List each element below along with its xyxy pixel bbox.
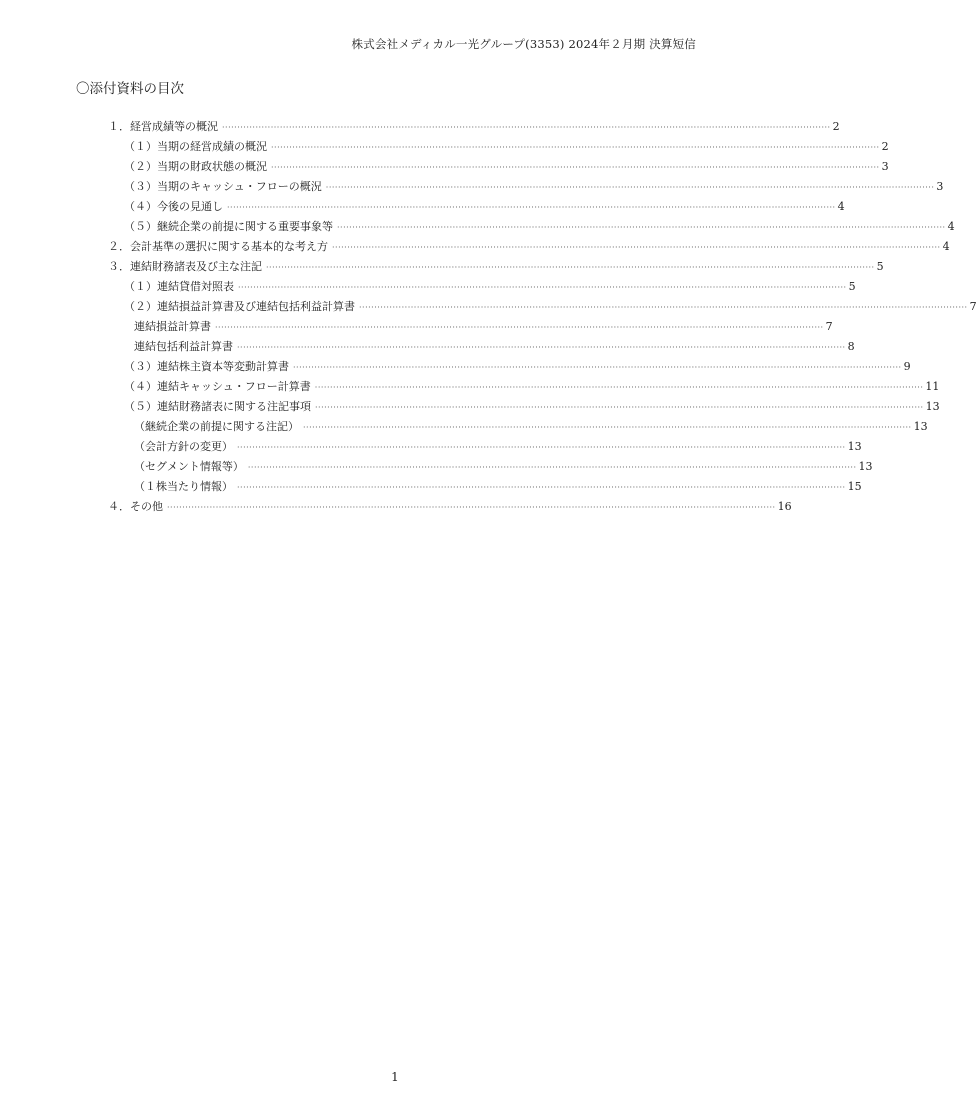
toc-entry[interactable] xyxy=(108,118,840,136)
toc-entry[interactable] xyxy=(124,398,940,416)
page-number: 1 xyxy=(391,1070,399,1084)
toc-entry-page: 4 xyxy=(837,200,845,213)
toc-entry-label: （４）連結キャッシュ・フロー計算書 xyxy=(124,380,311,393)
toc-entry-page: 13 xyxy=(925,400,940,413)
toc-leader-dots: ········································································································································································································ xyxy=(271,163,880,172)
toc-leader-dots: ········································································································································································································ xyxy=(293,363,902,372)
toc-entry-page: 7 xyxy=(825,320,833,333)
toc-leader-dots: ········································································································································································································ xyxy=(314,383,924,392)
toc-entry-page: 3 xyxy=(936,180,944,193)
toc-entry[interactable] xyxy=(124,158,889,176)
toc-leader-dots: ········································································································································································································ xyxy=(215,323,824,332)
toc-leader-dots: ········································································································································································································ xyxy=(303,423,912,432)
toc-leader-dots: ········································································································································································································ xyxy=(337,223,946,232)
toc-entry-label: （会計方針の変更） xyxy=(134,440,233,453)
toc-entry-page: 8 xyxy=(847,340,855,353)
toc-entry[interactable] xyxy=(124,138,889,156)
toc-entry-label: （５）連結財務諸表に関する注記事項 xyxy=(124,400,311,413)
toc-leader-dots: ········································································································································································································ xyxy=(325,183,935,192)
toc-entry-page: 2 xyxy=(832,120,840,133)
toc-entry-page: 5 xyxy=(876,260,884,273)
toc-entry[interactable] xyxy=(124,218,955,236)
toc-entry-page: 7 xyxy=(969,300,977,313)
toc-entry-label: （５）継続企業の前提に関する重要事象等 xyxy=(124,220,333,233)
toc-entry[interactable] xyxy=(134,478,862,496)
toc-entry-page: 13 xyxy=(858,460,873,473)
toc-entry-label: ２．会計基準の選択に関する基本的な考え方 xyxy=(108,240,328,253)
toc-entry[interactable] xyxy=(124,178,944,196)
toc-entry[interactable] xyxy=(108,238,950,256)
toc-entry[interactable] xyxy=(124,358,911,376)
toc-entry[interactable] xyxy=(108,258,884,276)
toc-entry-label: （２）当期の財政状態の概況 xyxy=(124,160,267,173)
toc-entry[interactable] xyxy=(134,318,833,336)
toc-leader-dots: ········································································································································································································ xyxy=(227,203,836,212)
toc-entry[interactable] xyxy=(134,418,928,436)
toc-leader-dots: ········································································································································································································ xyxy=(222,123,831,132)
toc-leader-dots: ········································································································································································································ xyxy=(271,143,880,152)
toc-leader-dots: ········································································································································································································ xyxy=(332,243,941,252)
toc-leader-dots: ········································································································································································································ xyxy=(315,403,924,412)
toc-entry-page: 5 xyxy=(848,280,856,293)
toc-leader-dots: ········································································································································································································ xyxy=(359,303,968,312)
toc-entry-page: 4 xyxy=(942,240,950,253)
toc-entry-label: ３．連結財務諸表及び主な注記 xyxy=(108,260,262,273)
toc-entry-label: ４．その他 xyxy=(108,500,163,513)
toc-entry-page: 11 xyxy=(925,380,940,393)
toc-entry[interactable] xyxy=(108,498,792,516)
document-header: 株式会社メディカル一光グループ(3353) 2024年２月期 決算短信 xyxy=(351,37,696,51)
toc-entry-label: （３）連結株主資本等変動計算書 xyxy=(124,360,289,373)
toc-entry-page: 13 xyxy=(847,440,862,453)
toc-entry-label: （１）当期の経営成績の概況 xyxy=(124,140,267,153)
toc-entry-label: 連結包括利益計算書 xyxy=(134,340,233,353)
toc-entry-page: 9 xyxy=(903,360,911,373)
toc-leader-dots: ········································································································································································································ xyxy=(237,483,846,492)
toc-entry[interactable] xyxy=(134,458,873,476)
toc-entry[interactable] xyxy=(124,198,845,216)
toc-entry-page: 16 xyxy=(777,500,792,513)
toc-title: 〇添付資料の目次 xyxy=(76,81,184,97)
toc-leader-dots: ········································································································································································································ xyxy=(167,503,776,512)
toc-entry[interactable] xyxy=(134,338,855,356)
toc-entry[interactable] xyxy=(124,298,977,316)
toc-entry-label: （１）連結貸借対照表 xyxy=(124,280,234,293)
toc-entry-label: （２）連結損益計算書及び連結包括利益計算書 xyxy=(124,300,355,313)
toc-entry-label: １．経営成績等の概況 xyxy=(108,120,218,133)
toc-leader-dots: ········································································································································································································ xyxy=(247,463,857,472)
toc-entry[interactable] xyxy=(124,278,856,296)
toc-entry-page: 15 xyxy=(847,480,862,493)
toc-entry[interactable] xyxy=(124,378,940,396)
toc-entry-page: 3 xyxy=(881,160,889,173)
toc-entry-label: （４）今後の見通し xyxy=(124,200,223,213)
toc-leader-dots: ········································································································································································································ xyxy=(237,343,846,352)
toc-entry-label: （継続企業の前提に関する注記） xyxy=(134,420,299,433)
toc-leader-dots: ········································································································································································································ xyxy=(238,283,847,292)
toc-entry-label: （３）当期のキャッシュ・フローの概況 xyxy=(124,180,322,193)
toc-leader-dots: ········································································································································································································ xyxy=(237,443,846,452)
toc-entry-label: 連結損益計算書 xyxy=(134,320,211,333)
toc-entry-page: 13 xyxy=(913,420,928,433)
toc-entry[interactable] xyxy=(134,438,862,456)
toc-entry-page: 4 xyxy=(947,220,955,233)
toc-leader-dots: ········································································································································································································ xyxy=(266,263,875,272)
toc-entry-label: （セグメント情報等） xyxy=(134,460,244,473)
toc-entry-page: 2 xyxy=(881,140,889,153)
toc-entry-label: （１株当たり情報） xyxy=(134,480,233,493)
